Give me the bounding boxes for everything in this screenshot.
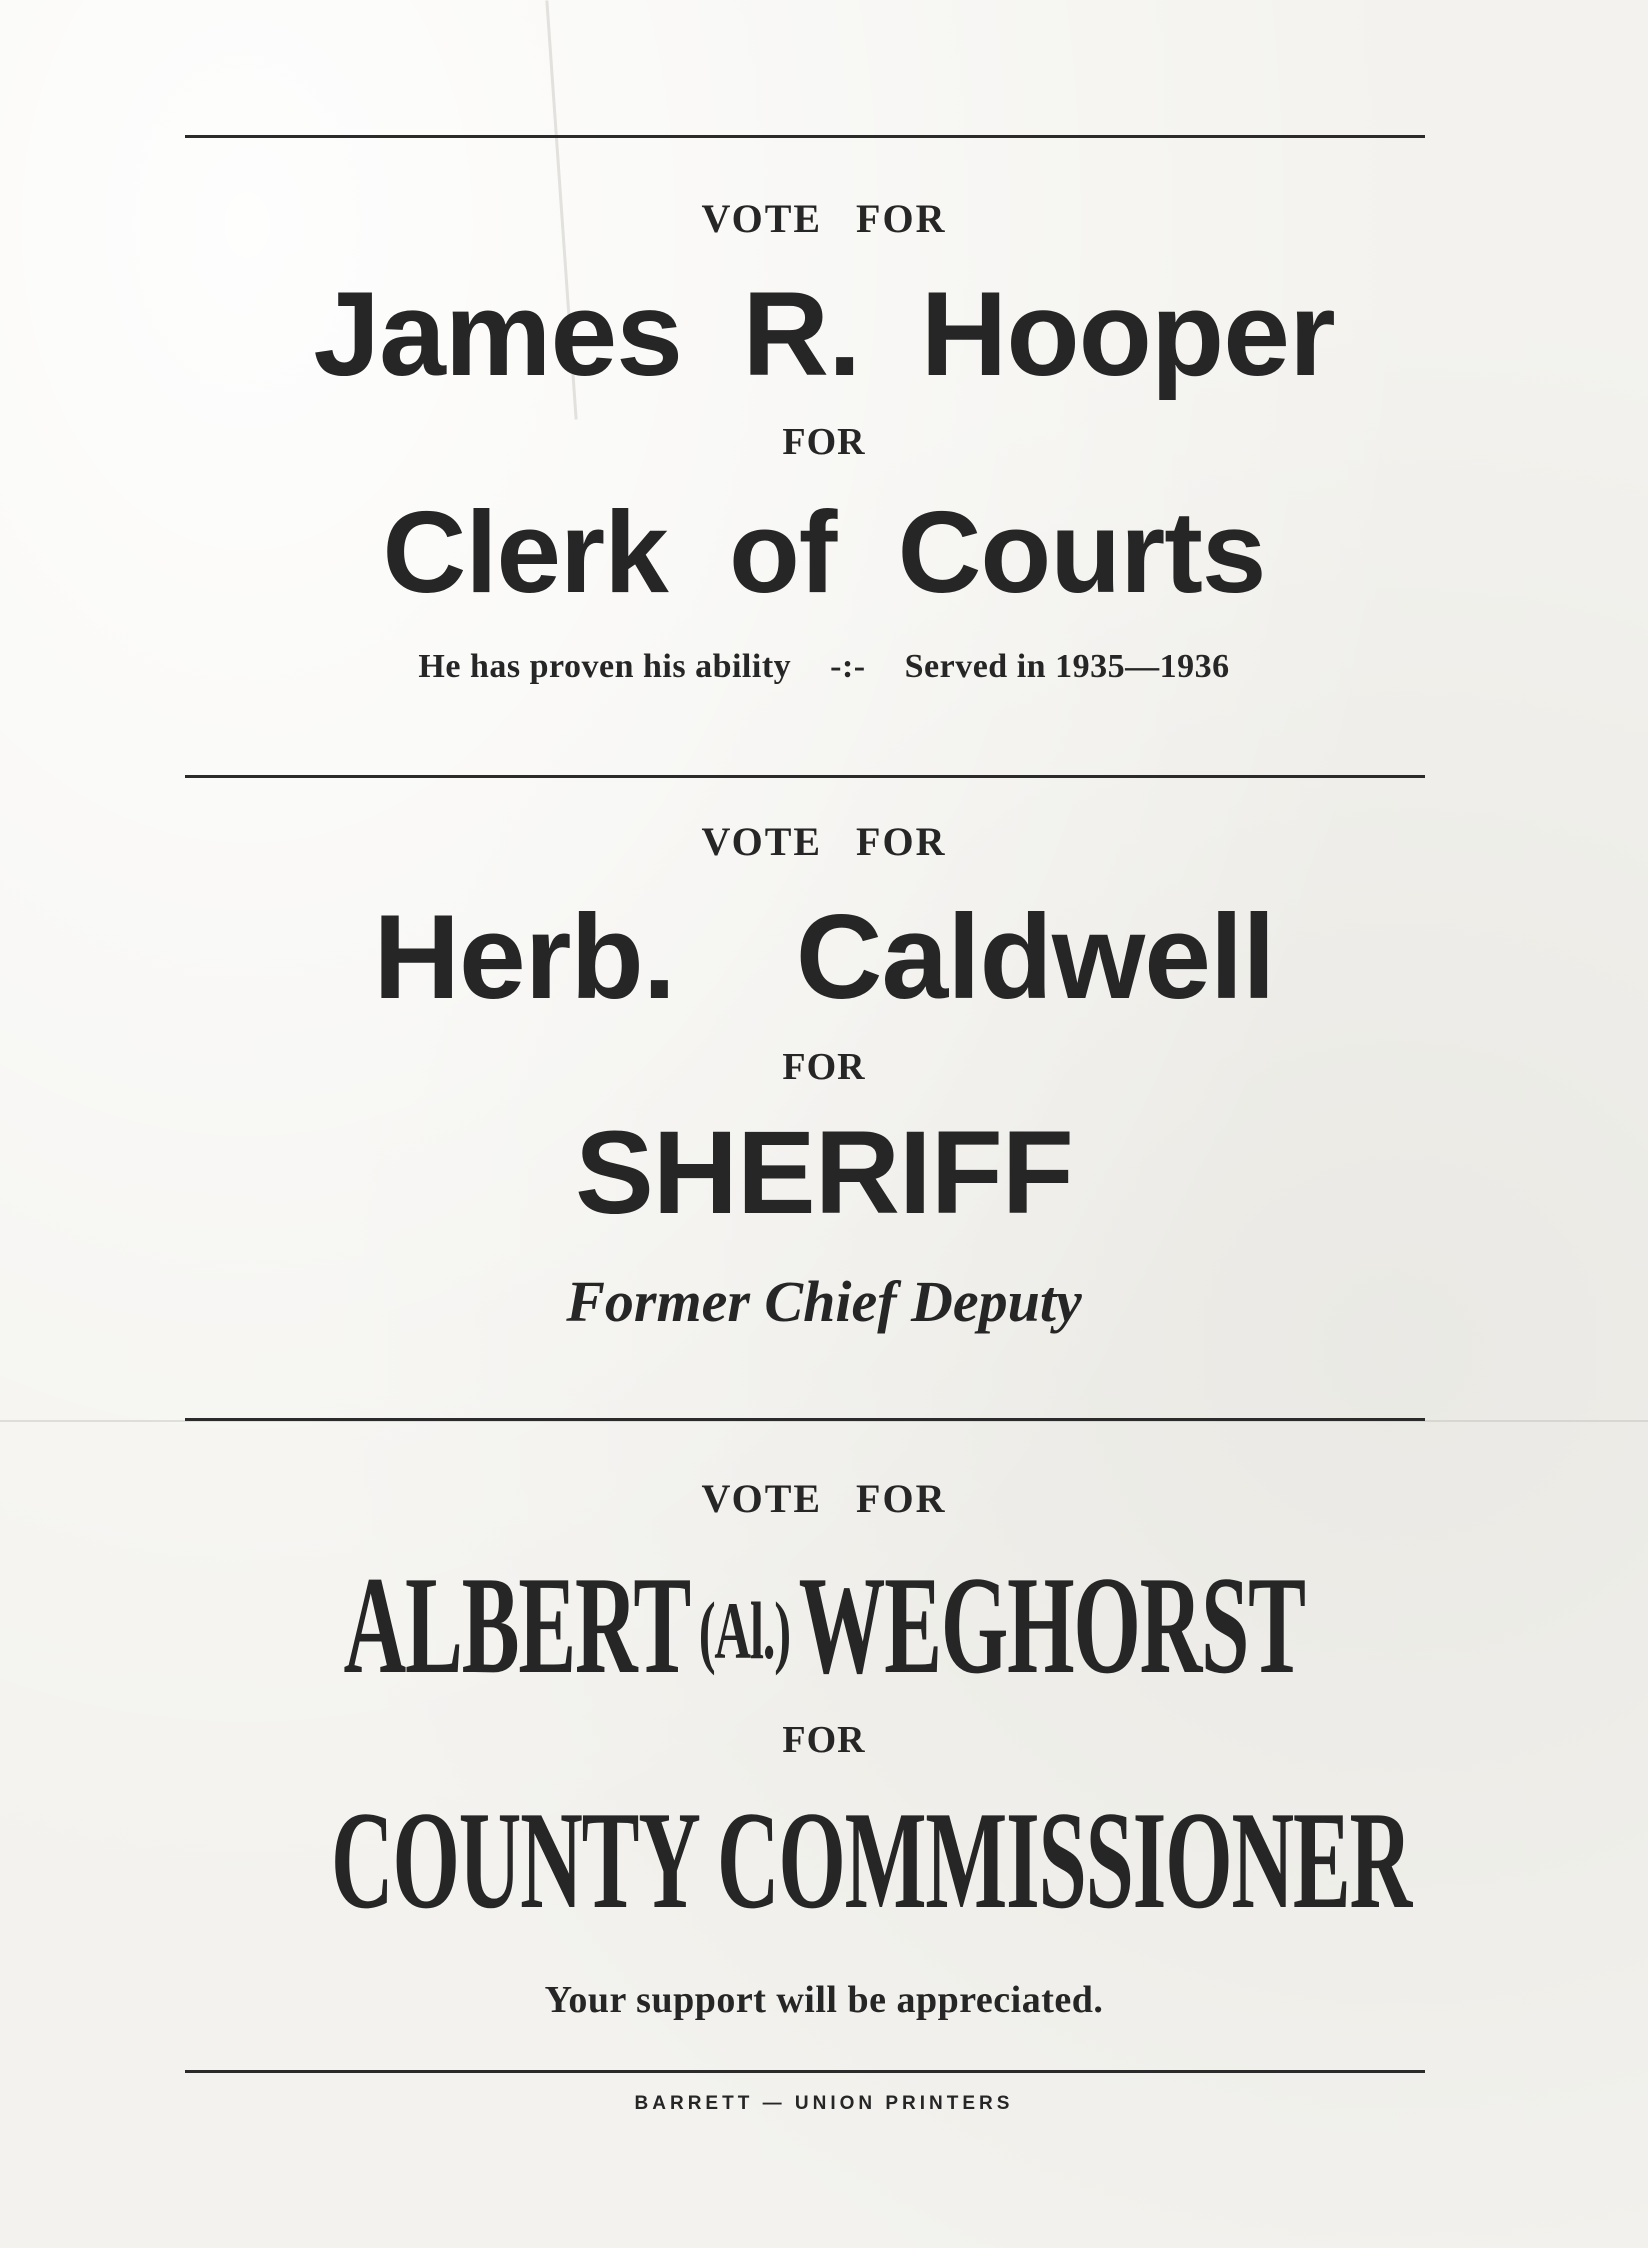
tagline-former-chief-deputy: Former Chief Deputy [566, 1269, 1082, 1334]
candidate-first-name: ALBERT [343, 1548, 690, 1703]
office-sheriff: SHERIFF [575, 1107, 1073, 1239]
printer-credit: BARRETT — UNION PRINTERS [634, 2093, 1014, 2114]
candidate-nickname: (Al.) [698, 1585, 790, 1676]
candidate-last-name: WEGHORST [798, 1548, 1305, 1703]
divider-rule-1 [185, 775, 1425, 778]
vote-for-heading-3: VOTE FOR [701, 1476, 947, 1521]
tagline-ability: He has proven his ability [418, 648, 792, 685]
closing-support-line: Your support will be appreciated. [544, 1979, 1104, 2021]
candidate-name-hooper: James R. Hooper [313, 267, 1335, 401]
divider-rule-2 [185, 1418, 1425, 1421]
divider-rule-top [185, 135, 1425, 138]
divider-rule-bottom [185, 2070, 1425, 2073]
vote-for-heading-1: VOTE FOR [701, 196, 947, 241]
office-county-commissioner-row [0, 1780, 1648, 1941]
candidate-name-weghorst-row [0, 1545, 1648, 1706]
for-label-3: FOR [782, 1719, 866, 1761]
tagline-served: Served in 1935—1936 [904, 648, 1230, 685]
office-clerk-of-courts: Clerk of Courts [382, 487, 1266, 617]
candidate-name-weghorst [343, 1545, 1304, 1706]
candidate-name-caldwell: Herb. Caldwell [373, 890, 1275, 1024]
for-label-1: FOR [782, 421, 866, 463]
office-county-commissioner: COUNTY COMMISSIONER [330, 1783, 1411, 1938]
tagline-separator: -:- [830, 648, 866, 685]
tagline-1 [0, 648, 1648, 686]
for-label-2: FOR [782, 1046, 866, 1088]
vote-for-heading-2: VOTE FOR [701, 819, 947, 864]
